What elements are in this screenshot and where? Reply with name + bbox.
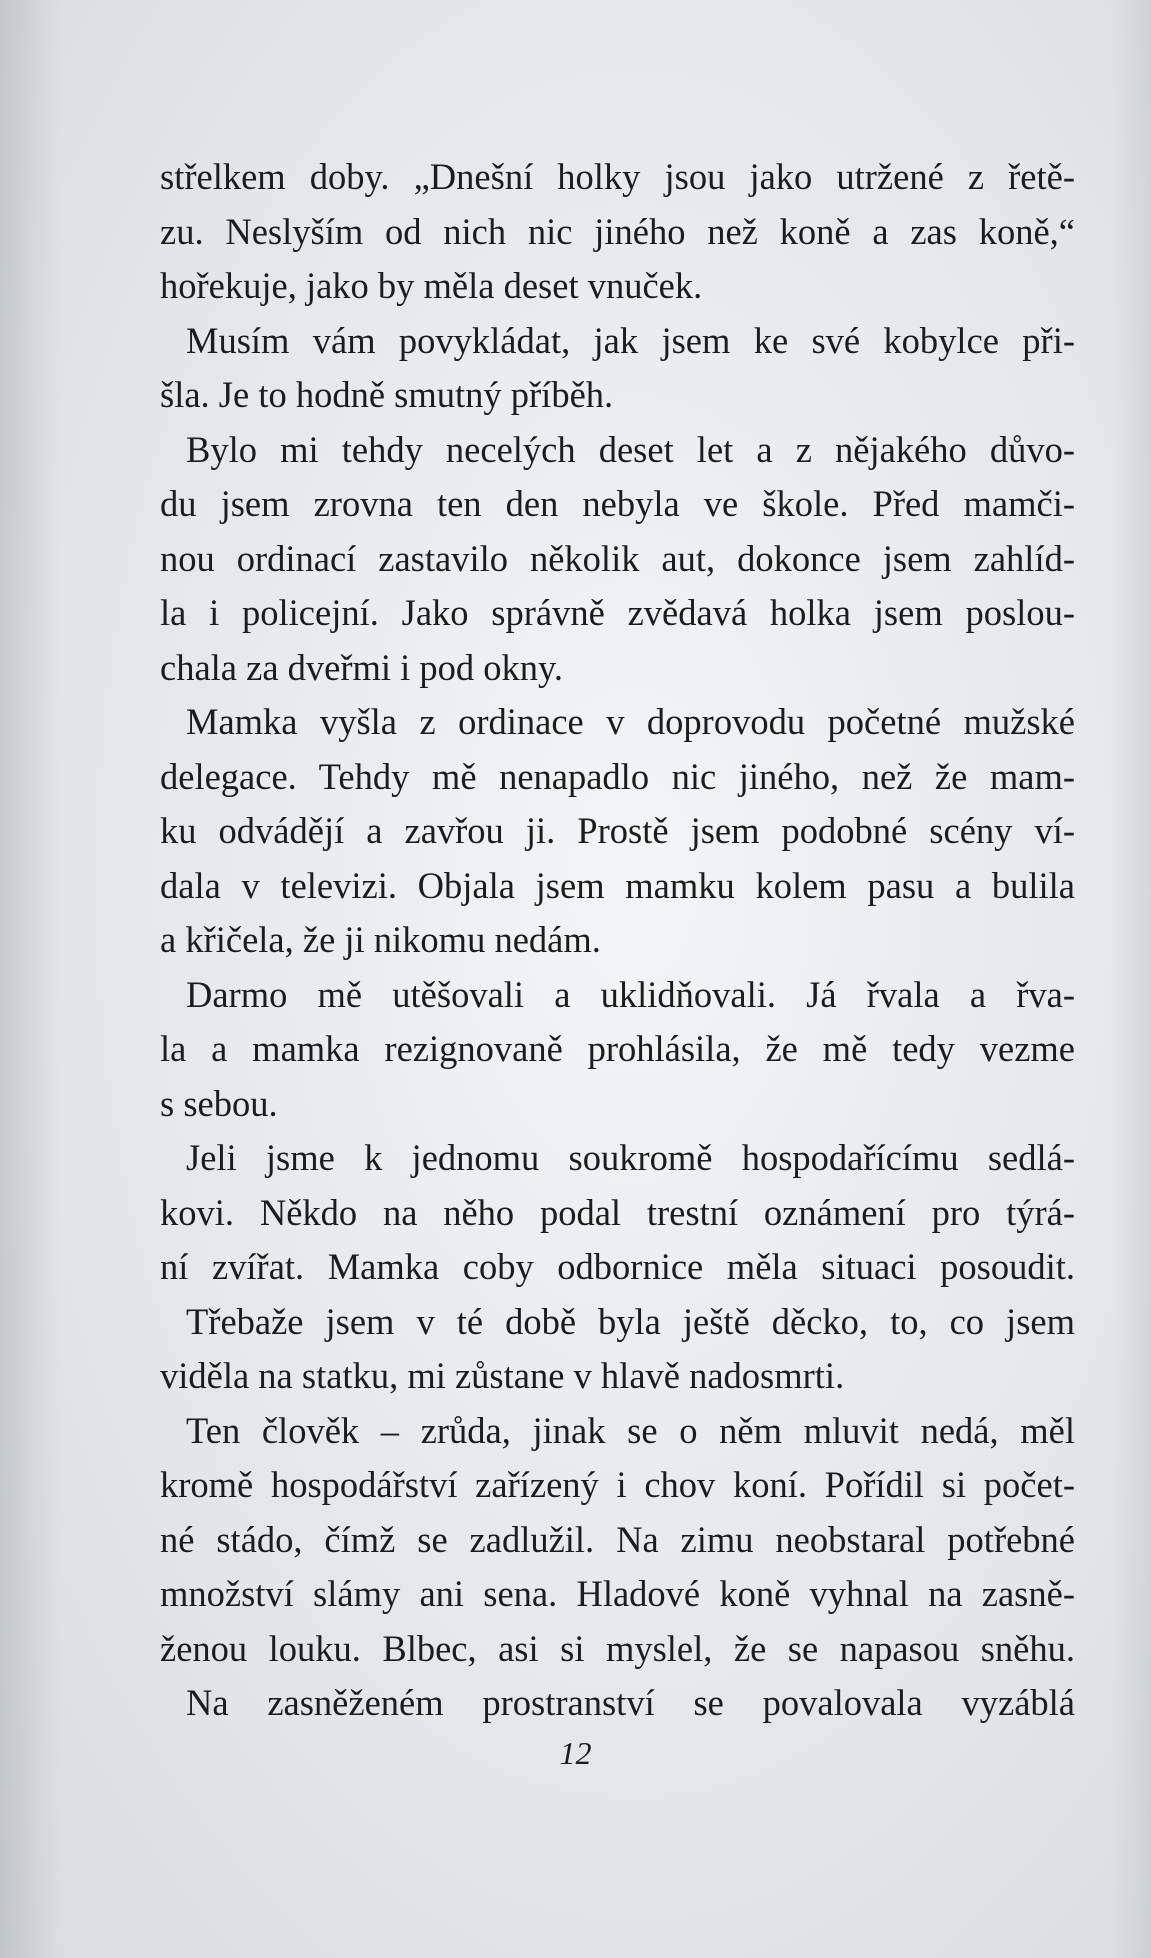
text-line: kromě hospodářství zařízený i chov koní. Pořídil si počet- <box>160 1464 1075 1505</box>
text-line: množství slámy ani sena. Hladové koně vyhnal na zasně- <box>160 1573 1075 1614</box>
page-shadow-left <box>0 0 60 1958</box>
text-line: s sebou. <box>160 1082 278 1124</box>
page-number: 12 <box>559 1735 592 1771</box>
text-line: Bylo mi tehdy necelých deset let a z nějakého důvo- <box>186 428 1075 470</box>
text-line: chala za dveřmi i pod okny. <box>160 646 564 688</box>
text-line: nou ordinací zastavilo několik aut, dokonce jsem zahlíd- <box>160 537 1075 579</box>
text-line: Darmo mě utěšovali a uklidňovali. Já řvala a řva- <box>186 973 1075 1015</box>
text-line: Třebaže jsem v té době byla ještě děcko, to, co jsem <box>186 1300 1075 1342</box>
text-line: Ten člověk – zrůda, jinak se o něm mluvit nedá, měl <box>186 1409 1075 1451</box>
text-line: dala v televizi. Objala jsem mamku kolem pasu a bulila <box>160 864 1075 906</box>
text-line: zu. Neslyším od nich nic jiného než koně a zas koně,“ <box>160 210 1075 252</box>
text-line: ženou louku. Blbec, asi si myslel, že se napasou sněhu. <box>160 1627 1075 1669</box>
text-line: ní zvířat. Mamka coby odbornice měla situaci posoudit. <box>160 1246 1075 1287</box>
text-line: Na zasněženém prostranství se povalovala vyzáblá <box>186 1682 1075 1723</box>
text-line: la a mamka rezignovaně prohlásila, že mě tedy vezme <box>160 1028 1075 1069</box>
text-line: kovi. Někdo na něho podal trestní oznámení pro týrá- <box>160 1191 1075 1233</box>
text-line: né stádo, čímž se zadlužil. Na zimu neobstaral potřebné <box>160 1518 1075 1560</box>
text-line: Musím vám povykládat, jak jsem ke své kobylce při- <box>186 319 1075 361</box>
text-line: delegace. Tehdy mě nenapadlo nic jiného, než že mam- <box>160 755 1075 797</box>
text-line: du jsem zrovna ten den nebyla ve škole. Před mamči- <box>160 483 1075 524</box>
text-line: hořekuje, jako by měla deset vnuček. <box>160 265 703 306</box>
text-line: Mamka vyšla z ordinace v doprovodu početné mužské <box>186 701 1075 742</box>
text-line: šla. Je to hodně smutný příběh. <box>160 374 614 415</box>
body-text <box>160 150 1075 1731</box>
text-line: la i policejní. Jako správně zvědavá holka jsem poslou- <box>160 592 1075 633</box>
text-line: viděla na statku, mi zůstane v hlavě nadosmrti. <box>160 1355 845 1396</box>
text-line: ku odvádějí a zavřou ji. Prostě jsem podobné scény ví- <box>160 810 1075 851</box>
text-line: Jeli jsme k jednomu soukromě hospodařícímu sedlá- <box>186 1137 1075 1178</box>
text-line: a křičela, že ji nikomu nedám. <box>160 919 601 960</box>
text-line: střelkem doby. „Dnešní holky jsou jako utržené z řetě- <box>160 156 1075 197</box>
page-shadow-right <box>1111 0 1151 1958</box>
